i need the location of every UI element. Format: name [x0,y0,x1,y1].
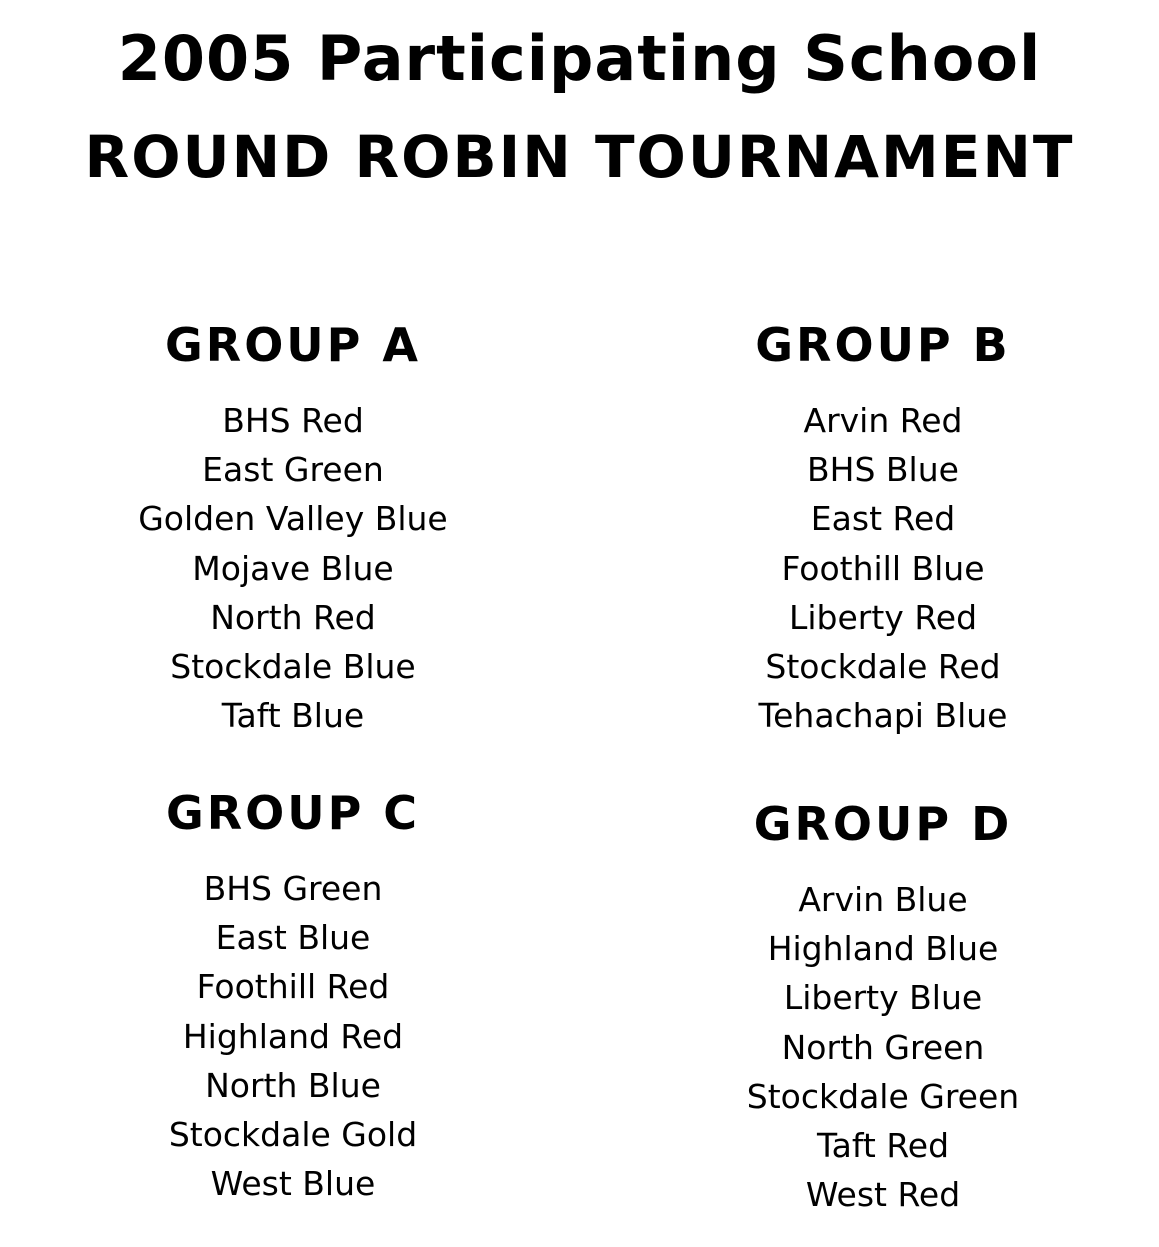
page-subtitle: ROUND ROBIN TOURNAMENT [84,123,1075,191]
team-item: Foothill Blue [781,548,985,588]
team-item: West Blue [210,1164,376,1204]
team-item: Highland Red [182,1016,404,1056]
group-d-team-list [623,875,1143,1219]
team-item: West Red [805,1175,961,1215]
team-item: North Green [781,1027,985,1067]
team-item: Taft Red [816,1125,950,1165]
team-item: Stockdale Green [746,1076,1020,1116]
team-item: North Blue [205,1065,381,1105]
team-item: BHS Red [222,401,364,440]
group-b-team-list [623,396,1143,740]
team-item: Stockdale Red [765,646,1001,686]
group-c [33,786,553,1208]
group-b-heading: GROUP B [755,318,1011,372]
team-item: Arvin Red [803,401,963,440]
group-a-heading: GROUP A [165,318,421,372]
page-title: 2005 Participating School [117,22,1042,95]
team-item: BHS Green [203,869,383,908]
group-b [623,318,1143,740]
team-item: Foothill Red [196,967,390,1007]
group-c-heading: GROUP C [165,786,421,840]
team-item: Mojave Blue [192,548,394,588]
group-a [33,318,553,740]
team-item: Stockdale Blue [170,646,416,686]
team-item: Liberty Red [788,597,978,637]
team-item: Golden Valley Blue [138,499,448,539]
group-a-team-list [33,396,553,740]
group-d [623,797,1143,1219]
group-c-team-list [33,864,553,1208]
team-item: Tehachapi Blue [758,696,1008,736]
team-item: East Blue [215,918,371,958]
team-item: BHS Blue [807,450,959,490]
team-item: Taft Blue [221,696,365,736]
team-item: Liberty Blue [783,978,983,1018]
team-item: Highland Blue [767,929,999,969]
team-item: North Red [210,597,376,637]
team-item: Arvin Blue [798,880,968,919]
group-d-heading: GROUP D [753,797,1013,851]
team-item: Stockdale Gold [168,1114,418,1154]
team-item: East Red [810,499,956,539]
team-item: East Green [202,450,384,490]
